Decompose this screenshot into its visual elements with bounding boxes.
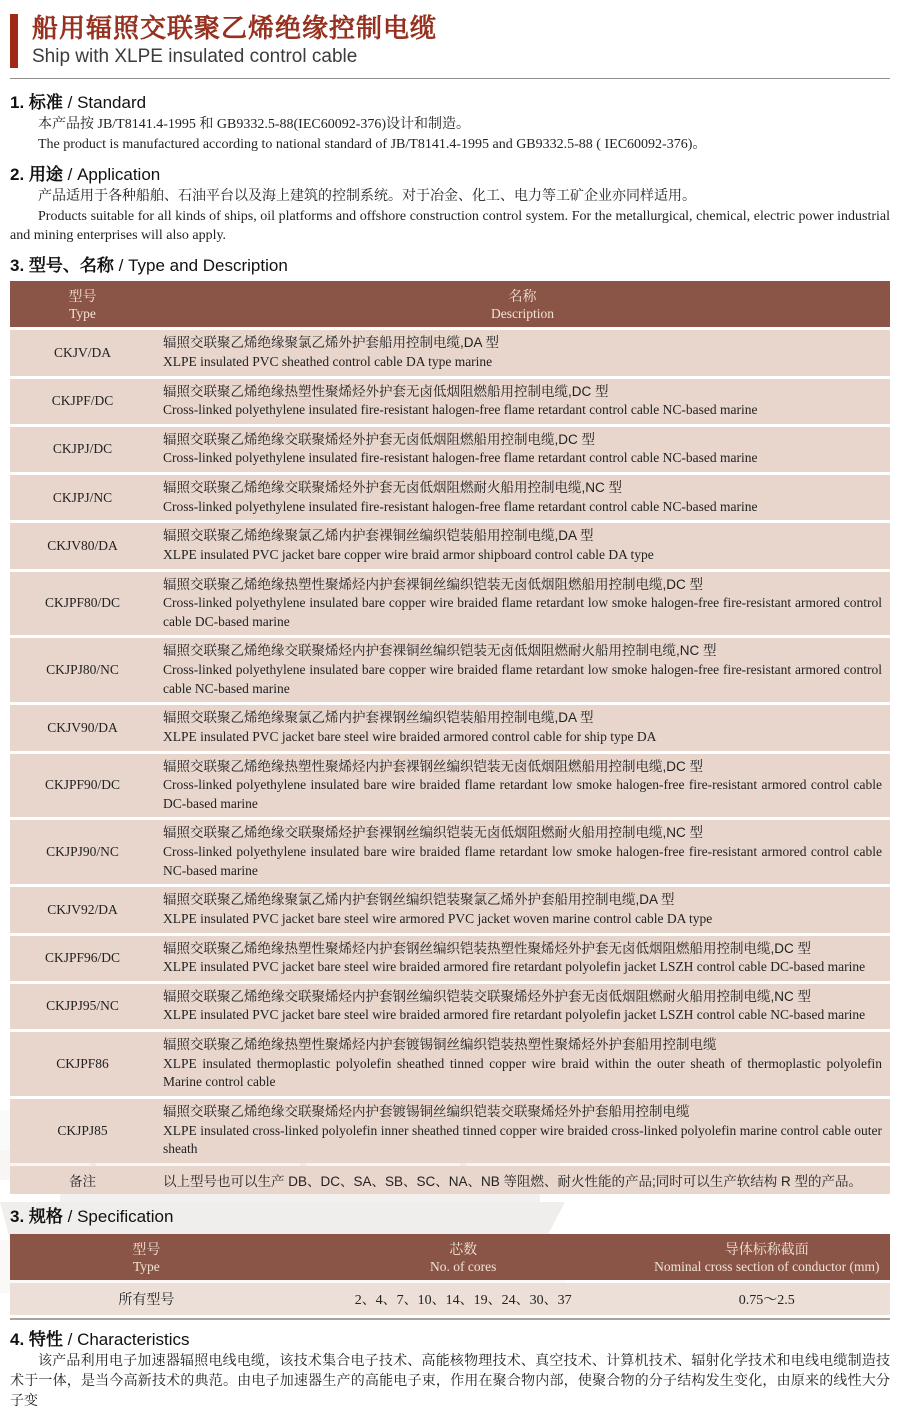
description-en: XLPE insulated PVC jacket bare copper wire braid armor shipboard control cable DA type [163, 546, 654, 562]
section-type-description-heading-cn: 3. 型号、名称 [10, 256, 114, 276]
section-specification-heading-cn: 3. 规格 [10, 1206, 63, 1226]
section-characteristics-heading-cn: 4. 特性 [10, 1329, 63, 1349]
spec-column-header-cn: 导体标称截面 [724, 1240, 809, 1257]
section-standard-heading [10, 88, 890, 113]
type-cell: CKJPJ80/NC [10, 638, 155, 702]
description-cell [155, 572, 890, 636]
description-cn: 辐照交联聚乙烯绝缘交联聚烯烃内护套裸铜丝编织铠装无卤低烟阻燃耐火船用控制电缆,NC 型 [163, 643, 717, 659]
description-cn: 辐照交联聚乙烯绝缘聚氯乙烯内护套裸钢丝编织铠装船用控制电缆,DA 型 [163, 710, 594, 726]
table-row [10, 887, 890, 932]
table-row [10, 936, 890, 981]
description-column-header [155, 281, 890, 327]
description-column-header-cn: 名称 [508, 288, 537, 305]
type-cell: CKJV92/DA [10, 887, 155, 932]
type-cell: CKJPJ90/NC [10, 820, 155, 884]
type-cell: CKJPJ95/NC [10, 984, 155, 1029]
spec-column-header-cn: 型号 [132, 1240, 161, 1257]
description-cell [155, 523, 890, 568]
type-cell: CKJV80/DA [10, 523, 155, 568]
document-header [10, 14, 890, 68]
spec-value-cell: 2、4、7、10、14、19、24、30、37 [283, 1283, 644, 1315]
description-en: XLPE insulated thermoplastic polyolefin sheathed tinned copper wire braid within the outer sheath of thermoplastic polyolefin Marine control cable [163, 1055, 882, 1090]
section-characteristics-heading [10, 1325, 890, 1350]
description-cn: 辐照交联聚乙烯绝缘聚氯乙烯内护套裸铜丝编织铠装船用控制电缆,DA 型 [163, 528, 594, 544]
description-cell [155, 1099, 890, 1163]
section-application-heading-en: / Application [62, 164, 161, 184]
page-title-cn: 船用辐照交联聚乙烯绝缘控制电缆 [32, 13, 438, 43]
spec-column-header [283, 1234, 644, 1280]
description-cell [155, 936, 890, 981]
spec-column-header [644, 1234, 890, 1280]
header-divider [10, 78, 890, 79]
spec-value-cell: 0.75～2.5 [644, 1283, 890, 1315]
description-en: Cross-linked polyethylene insulated bare wire braided flame retardant low smoke halogen-free fire-resistant armored control cable DC-based marine [163, 777, 882, 811]
table-row [10, 475, 890, 520]
description-cell [155, 820, 890, 884]
spec-column-header [10, 1234, 283, 1280]
description-cn: 辐照交联聚乙烯绝缘交联聚烯烃内护套钢丝编织铠装交联聚烯烃外护套无卤低烟阻燃耐火船用控制电缆,NC 型 [163, 988, 811, 1004]
type-cell: CKJPF90/DC [10, 754, 155, 818]
description-en: XLPE insulated cross-linked polyolefin inner sheathed tinned copper wire braided cross-linked polyolefin marine control cable outer sheath [163, 1122, 882, 1157]
description-cn: 辐照交联聚乙烯绝缘热塑性聚烯烃内护套钢丝编织铠装热塑性聚烯烃外护套无卤低烟阻燃船用控制电缆,DC 型 [163, 940, 811, 956]
specification-table [10, 1231, 890, 1320]
type-cell: CKJPJ/DC [10, 427, 155, 472]
section-type-description-heading-en: / Type and Description [113, 256, 288, 276]
section-specification-heading [10, 1202, 890, 1227]
description-cn: 辐照交联聚乙烯绝缘聚氯乙烯外护套船用控制电缆,DA 型 [163, 335, 500, 351]
section-standard-heading-en: / Standard [62, 92, 147, 112]
spec-value-cell: 所有型号 [10, 1283, 283, 1315]
description-en: XLPE insulated PVC sheathed control cable DA type marine [163, 353, 493, 369]
type-column-header-en: Type [69, 306, 96, 322]
remark-row [10, 1166, 890, 1194]
section-standard-heading-cn: 1. 标准 [10, 92, 63, 112]
standard-paragraph-cn: 本产品按 JB/T8141.4-1995 和 GB9332.5-88(IEC60092-376)设计和制造。 [38, 116, 471, 132]
description-en: XLPE insulated PVC jacket bare steel wire braided armored control cable for ship type DA [163, 728, 657, 744]
type-table-header-row [10, 281, 890, 327]
section-type-description-heading [10, 251, 890, 276]
description-en: Cross-linked polyethylene insulated bare copper wire braided flame retardant low smoke halogen-free fire-resistant armored control cable NC-based marine [163, 662, 882, 696]
description-cell [155, 984, 890, 1029]
remark-text-cell: 以上型号也可以生产 DB、DC、SA、SB、SC、NA、NB 等阻燃、耐火性能的产品;同时可以生产软结构 R 型的产品。 [155, 1166, 890, 1194]
spec-column-header-en: Type [133, 1258, 160, 1274]
type-cell: CKJPJ85 [10, 1099, 155, 1163]
application-paragraph-en: Products suitable for all kinds of ships, oil platforms and offshore construction control system. For the metallurgical, chemical, electric power industrial and mining enterprises will also apply. [10, 208, 890, 244]
description-cell [155, 427, 890, 472]
type-cell: CKJPF96/DC [10, 936, 155, 981]
table-row [10, 820, 890, 884]
table-row [10, 705, 890, 750]
type-table-body [10, 330, 890, 1194]
table-row [10, 638, 890, 702]
description-cn: 辐照交联聚乙烯绝缘热塑性聚烯烃外护套无卤低烟阻燃船用控制电缆,DC 型 [163, 383, 609, 399]
spec-table-header-row [10, 1234, 890, 1280]
description-cn: 辐照交联聚乙烯绝缘交联聚烯烃外护套无卤低烟阻燃船用控制电缆,DC 型 [163, 431, 595, 447]
table-row [10, 427, 890, 472]
standard-paragraph-en: The product is manufactured according to national standard of JB/T8141.4-1995 and GB9332.5-88 ( IEC60092-376)。 [38, 136, 707, 152]
type-cell: CKJPF/DC [10, 379, 155, 424]
section-specification-heading-en: / Specification [62, 1206, 174, 1226]
type-cell: CKJV90/DA [10, 705, 155, 750]
characteristics-paragraph-cn: 该产品利用电子加速器辐照电线电缆，该技术集合电子技术、高能核物理技术、真空技术、计算机技术、辐射化学技术和电线电缆制造技术于一体，是当今高新技术的典范。由电子加速器生产的高能电子束，作用在聚合物内部，使聚合物的分子结构发生变化，由原来的线性大分子变 [10, 1353, 890, 1409]
description-en: XLPE insulated PVC jacket bare steel wire braided armored fire retardant polyolefin jacket LSZH control cable DC-based marine [163, 959, 866, 975]
spec-column-header-en: No. of cores [430, 1258, 497, 1274]
table-row [10, 572, 890, 636]
table-row [10, 1032, 890, 1096]
description-en: Cross-linked polyethylene insulated fire-resistant halogen-free flame retardant control cable NC-based marine [163, 450, 758, 466]
section-application-heading-cn: 2. 用途 [10, 164, 63, 184]
type-description-table [10, 278, 890, 1197]
section-characteristics-heading-en: / Characteristics [62, 1329, 190, 1349]
description-cell [155, 638, 890, 702]
table-row [10, 523, 890, 568]
description-cell [155, 379, 890, 424]
description-cn: 辐照交联聚乙烯绝缘交联聚烯烃护套裸钢丝编织铠装无卤低烟阻燃耐火船用控制电缆,NC 型 [163, 825, 703, 841]
table-row [10, 379, 890, 424]
description-en: Cross-linked polyethylene insulated fire-resistant halogen-free flame retardant control cable NC-based marine [163, 498, 758, 514]
table-row [10, 1099, 890, 1163]
description-cn: 辐照交联聚乙烯绝缘聚氯乙烯内护套钢丝编织铠装聚氯乙烯外护套船用控制电缆,DA 型 [163, 892, 675, 908]
remark-label-cell: 备注 [10, 1166, 155, 1194]
description-cn: 辐照交联聚乙烯绝缘交联聚烯烃内护套镀锡铜丝编织铠装交联聚烯烃外护套船用控制电缆 [163, 1103, 690, 1119]
description-en: Cross-linked polyethylene insulated bare wire braided flame retardant low smoke halogen-free fire-resistant armored control cable NC-based marine [163, 844, 882, 878]
table-row [10, 984, 890, 1029]
spec-column-header-en: Nominal cross section of conductor (mm) [654, 1258, 880, 1274]
description-cn: 辐照交联聚乙烯绝缘热塑性聚烯烃内护套裸铜丝编织铠装无卤低烟阻燃船用控制电缆,DC 型 [163, 576, 703, 592]
spec-column-header-cn: 芯数 [449, 1240, 478, 1257]
type-cell: CKJPJ/NC [10, 475, 155, 520]
description-cell [155, 1032, 890, 1096]
section-application-heading [10, 160, 890, 185]
description-cell [155, 330, 890, 375]
document-page [0, 13, 900, 1409]
type-column-header [10, 281, 155, 327]
description-cn: 辐照交联聚乙烯绝缘热塑性聚烯烃内护套镀锡铜丝编织铠装热塑性聚烯烃外护套船用控制电缆 [163, 1037, 717, 1053]
description-en: XLPE insulated PVC jacket bare steel wire braided armored fire retardant polyolefin jacket LSZH control cable NC-based marine [163, 1007, 866, 1023]
description-cn: 辐照交联聚乙烯绝缘热塑性聚烯烃内护套裸钢丝编织铠装无卤低烟阻燃船用控制电缆,DC 型 [163, 758, 703, 774]
table-row [10, 754, 890, 818]
description-en: XLPE insulated PVC jacket bare steel wire armored PVC jacket woven marine control cable DA type [163, 910, 713, 926]
description-en: Cross-linked polyethylene insulated fire-resistant halogen-free flame retardant control cable NC-based marine [163, 402, 758, 418]
description-cell [155, 887, 890, 932]
page-title-en: Ship with XLPE insulated control cable [32, 45, 358, 67]
type-column-header-cn: 型号 [68, 288, 97, 305]
application-paragraph-cn: 产品适用于各种船舶、石油平台以及海上建筑的控制系统。对于冶金、化工、电力等工矿企业亦同样适用。 [38, 188, 696, 204]
spec-table-data-row [10, 1283, 890, 1315]
title-accent-bar [10, 14, 18, 68]
table-row [10, 330, 890, 375]
type-cell: CKJPF80/DC [10, 572, 155, 636]
type-cell: CKJPF86 [10, 1032, 155, 1096]
description-cell [155, 475, 890, 520]
description-column-header-en: Description [491, 306, 554, 322]
type-cell: CKJV/DA [10, 330, 155, 375]
description-en: Cross-linked polyethylene insulated bare copper wire braided flame retardant low smoke halogen-free fire-resistant armored control cable DC-based marine [163, 595, 882, 629]
description-cn: 辐照交联聚乙烯绝缘交联聚烯烃外护套无卤低烟阻燃耐火船用控制电缆,NC 型 [163, 480, 622, 496]
description-cell [155, 754, 890, 818]
description-cell [155, 705, 890, 750]
